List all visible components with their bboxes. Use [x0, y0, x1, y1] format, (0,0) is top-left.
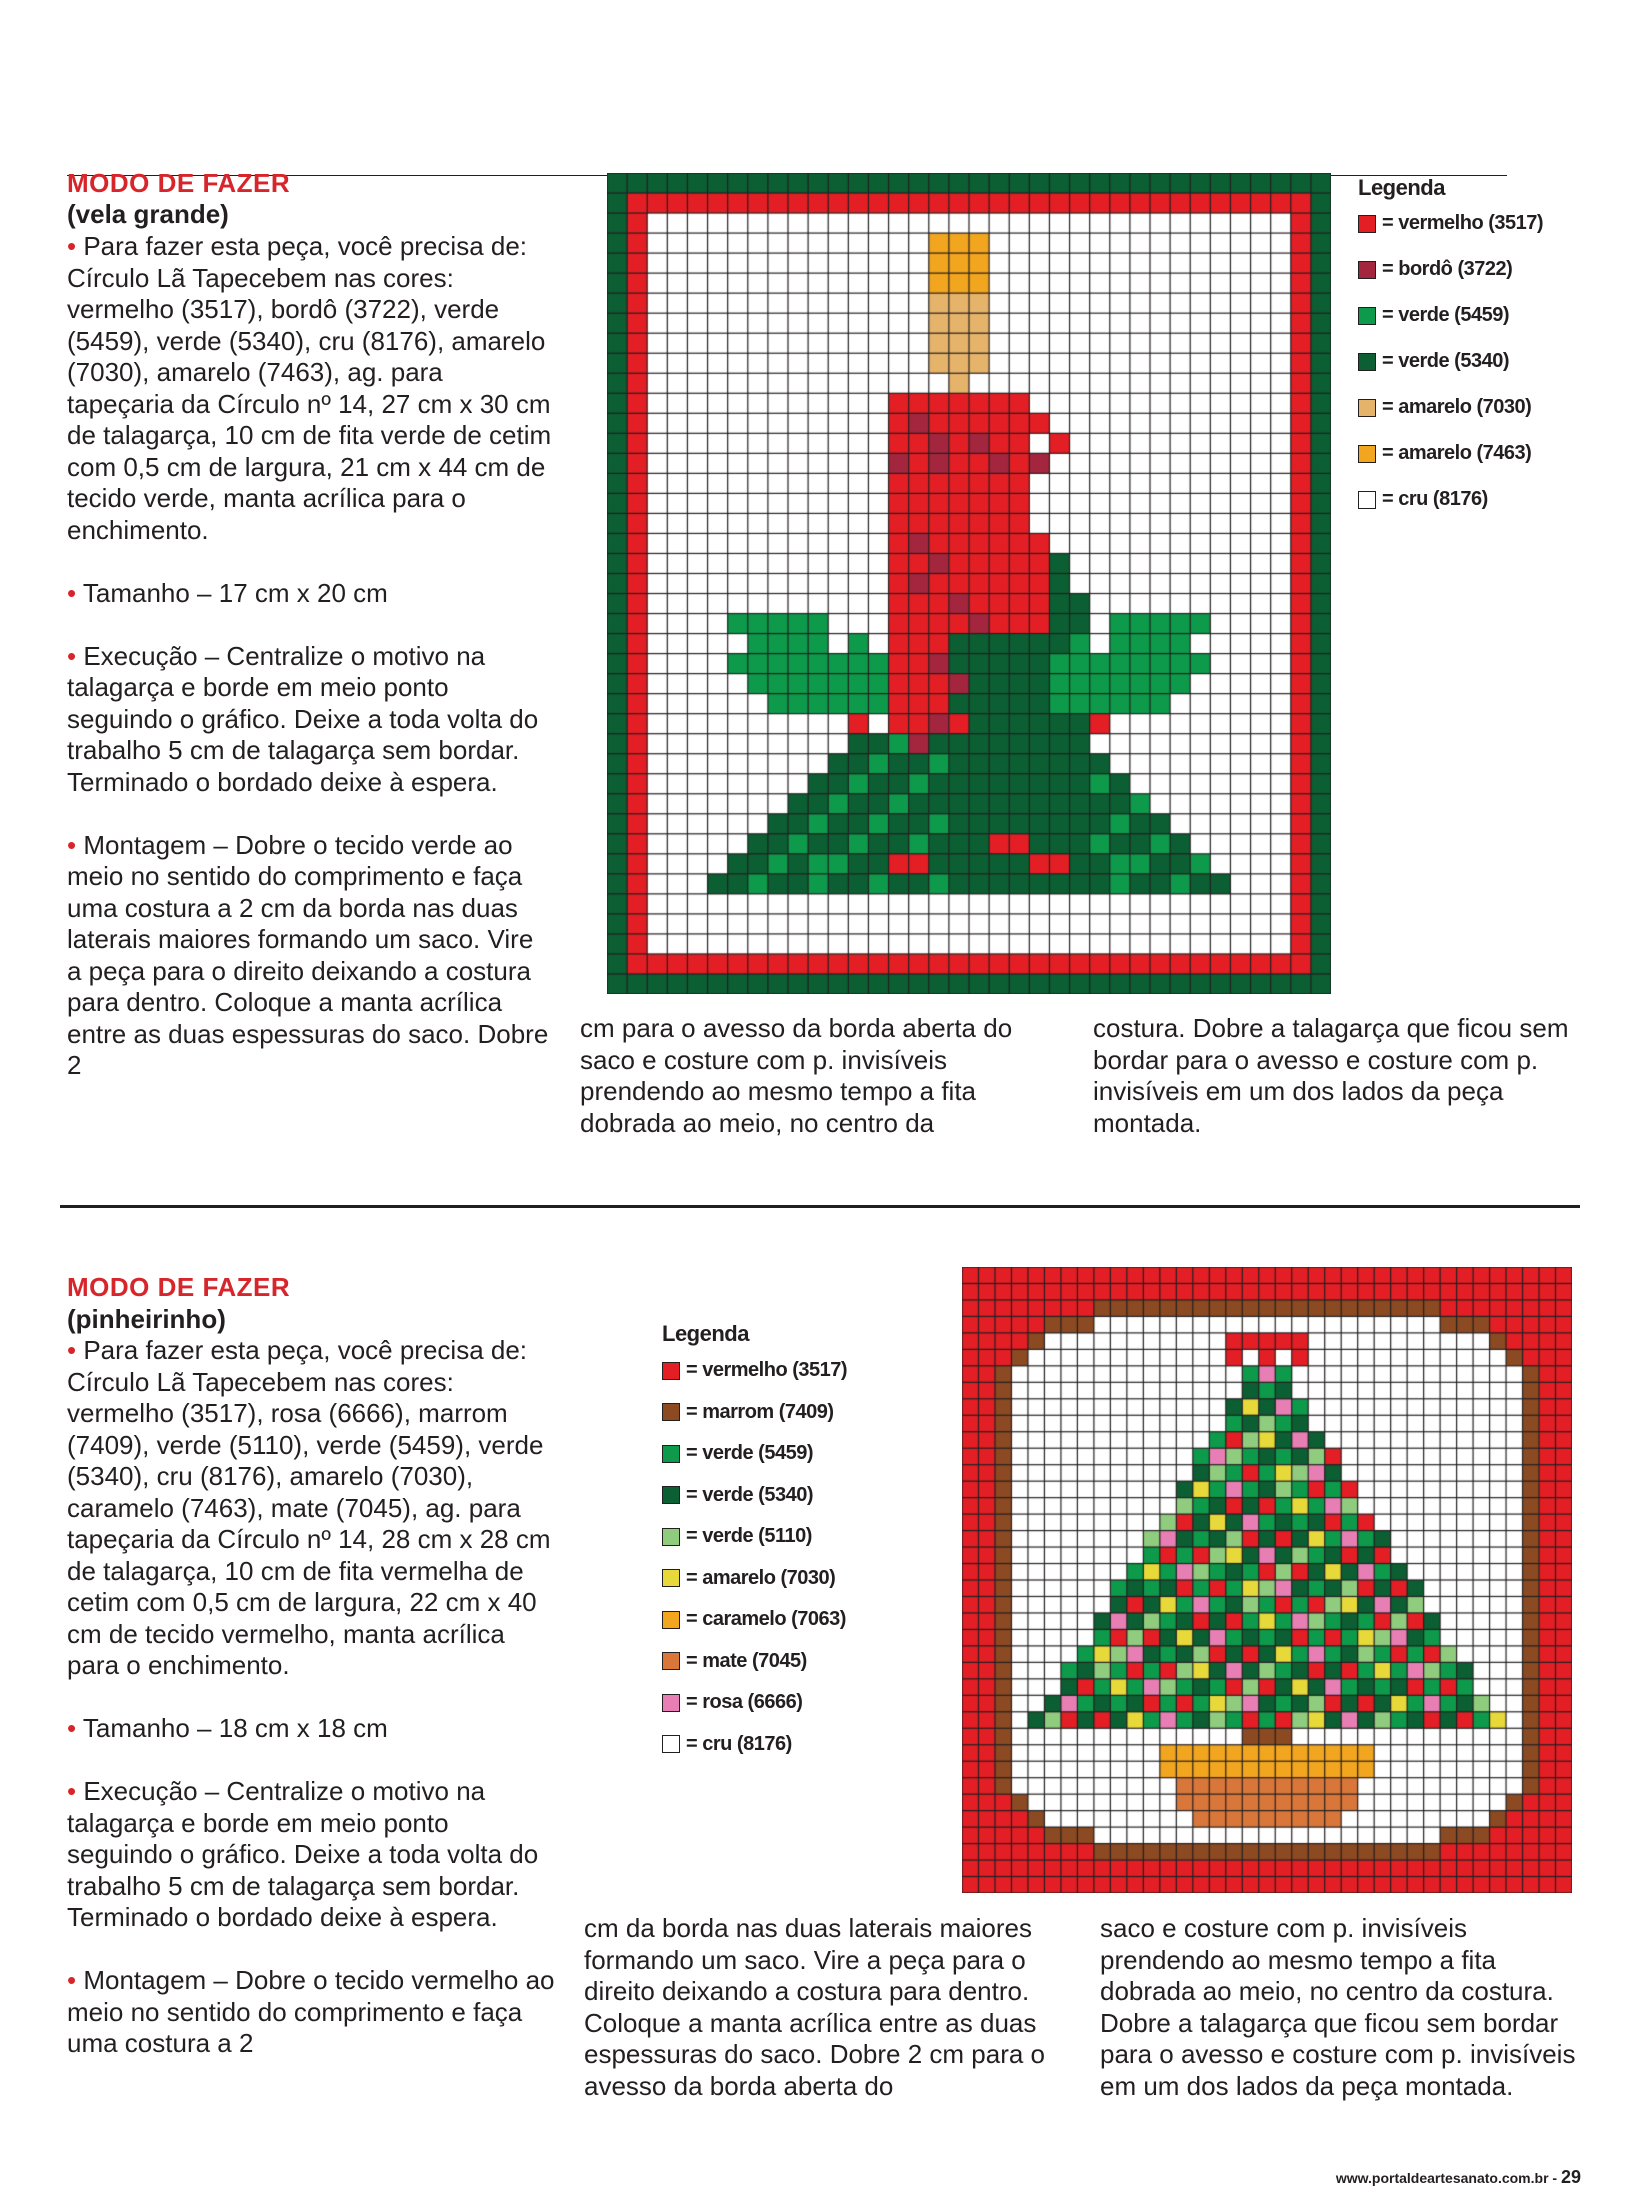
- section1-assembly: • Montagem – Dobre o tecido verde ao meio no sentido do comprimento e faça uma costura a 2 cm da borda nas duas laterais maiores formando um saco. Vire a peça para o direito deixando a costura para dentro. Coloque a manta acrílica entre as duas espessuras do saco. Dobre 2: [67, 829, 549, 1080]
- section1-legend-item: [1358, 258, 1512, 281]
- footer-site: www.portaldeartesanato.com.br -: [1335, 2170, 1558, 2186]
- section1-legend-item: [1358, 350, 1509, 373]
- section2-legend-swatch: [662, 1694, 680, 1712]
- section2-assembly: • Montagem – Dobre o tecido vermelho ao meio no sentido do comprimento e faça uma costura a 2: [67, 1965, 555, 2058]
- section2-legend-label: = vermelho (3517): [686, 1359, 848, 1381]
- section1-title: MODO DE FAZER: [67, 168, 291, 198]
- section2-legend-label: = verde (5459): [686, 1442, 813, 1464]
- section1-materials: • Para fazer esta peça, você precisa de: Círculo Lã Tapecebem nas cores: vermelho (3517), bordô (3722), verde (5459), verde (5340), cru (8176), amarelo (7030), amarelo (7463), ag. para tapeçaria da Círculo nº 14, 27 cm x 30 cm de talagarça, 10 cm de fita verde de cetim com 0,5 cm de largura, 21 cm x 44 cm de tecido verde, manta acrílica para o enchimento.: [67, 231, 552, 545]
- section2-legend-item: [662, 1691, 802, 1714]
- section1-legend-item: [1358, 304, 1509, 327]
- section2-legend-swatch: [662, 1445, 680, 1463]
- section2-legend-item: [662, 1650, 807, 1673]
- candle-chart: [607, 173, 1331, 994]
- section1-legend-item: [1358, 442, 1531, 465]
- section2-legend-item: [662, 1442, 813, 1465]
- section2-legend-label: = rosa (6666): [686, 1691, 803, 1713]
- section1-legend-label: = amarelo (7030): [1382, 396, 1532, 418]
- section2-legend-swatch: [662, 1652, 680, 1670]
- section2-subtitle: (pinheirinho): [67, 1304, 226, 1334]
- section2-legend-item: [662, 1525, 812, 1548]
- section1-legend-label: = bordô (3722): [1382, 258, 1513, 280]
- section2-title: MODO DE FAZER: [67, 1272, 291, 1302]
- section1-legend-item: [1358, 212, 1543, 235]
- page-footer: [1336, 2167, 1581, 2188]
- section2-legend-item: [662, 1359, 847, 1382]
- section2-legend-swatch: [662, 1486, 680, 1504]
- section2-legend-label: = verde (5340): [686, 1483, 813, 1506]
- section1-legend-swatch: [1358, 307, 1376, 325]
- section1-legend-swatch: [1358, 445, 1376, 463]
- section1-legend-label: = vermelho (3517): [1382, 212, 1544, 234]
- section2-legend-item: [662, 1608, 846, 1631]
- section-divider: [60, 1205, 1580, 1208]
- section1-size: • Tamanho – 17 cm x 20 cm: [67, 577, 388, 608]
- section2-legend-item: [662, 1401, 834, 1424]
- section2-legend-swatch: [662, 1362, 680, 1380]
- section2-size: • Tamanho – 18 cm x 18 cm: [67, 1713, 388, 1743]
- section2-legend-swatch: [662, 1403, 680, 1421]
- section2-continuation-2: saco e costure com p. invisíveis prendendo ao mesmo tempo a fita dobrada ao meio, no centro da costura. Dobre a talagarça que ficou sem bordar para o avesso e costure com p. invisíveis em um dos lados da peça montada.: [1100, 1913, 1576, 2101]
- section2-legend-label: = cru (8176): [686, 1732, 792, 1755]
- section1-legend-label: = amarelo (7463): [1382, 442, 1532, 464]
- section2-execution: • Execução – Centralize o motivo na talagarça e borde em meio ponto seguindo o gráfico. Deixe a toda volta do trabalho 5 cm de talagarça sem bordar. Terminado o bordado deixe à espera.: [67, 1776, 539, 1932]
- section2-legend-swatch: [662, 1569, 680, 1587]
- section2-legend-swatch: [662, 1735, 680, 1753]
- section2-materials: • Para fazer esta peça, você precisa de: Círculo Lã Tapecebem nas cores: vermelho (3517), rosa (6666), marrom (7409), verde (5110), verde (5459), verde (5340), cru (8176), amarelo (7030), caramelo (7463), mate (7045), ag. para tapeçaria da Círculo nº 14, 28 cm x 28 cm de talagarça, 10 cm de fita vermelha de cetim com 0,5 cm de largura, 22 cm x 40 cm de tecido vermelho, manta acrílica para o enchimento.: [67, 1335, 551, 1680]
- section2-continuation-1: cm da borda nas duas laterais maiores formando um saco. Vire a peça para o direito deixando a costura para dentro. Coloque a manta acrílica entre as duas espessuras do saco. Dobre 2 cm para o avesso da borda aberta do: [584, 1913, 1046, 2101]
- section2-legend-label: = mate (7045): [686, 1649, 807, 1672]
- section1-continuation-2: costura. Dobre a talagarça que ficou sem bordar para o avesso e costure com p. invisíveis em um dos lados da peça montada.: [1093, 1013, 1569, 1138]
- section1-legend-swatch: [1358, 399, 1376, 417]
- section1-legend-swatch: [1358, 215, 1376, 233]
- section1-execution: • Execução – Centralize o motivo na talagarça e borde em meio ponto seguindo o gráfico. Deixe a toda volta do trabalho 5 cm de talagarça sem bordar. Terminado o bordado deixe à espera.: [67, 640, 539, 797]
- section1-legend-swatch: [1358, 261, 1376, 279]
- pine-tree-chart: [962, 1267, 1572, 1893]
- section1-legend-swatch: [1358, 491, 1376, 509]
- section1-continuation-1: cm para o avesso da borda aberta do saco e costure com p. invisíveis prendendo ao mesmo tempo a fita dobrada ao meio, no centro da: [580, 1013, 1013, 1138]
- section1-legend-item: [1358, 396, 1531, 419]
- page-number: 29: [1560, 2167, 1581, 2187]
- section1-legend-item: [1358, 488, 1488, 511]
- section1-legend-swatch: [1358, 353, 1376, 371]
- section2-legend-label: = caramelo (7063): [686, 1608, 846, 1630]
- section1-subtitle: (vela grande): [67, 199, 229, 229]
- section2-text-column: [67, 1335, 557, 2091]
- section2-legend-label: = verde (5110): [686, 1525, 812, 1547]
- section1-text-column: [67, 231, 552, 1113]
- section2-legend-item: [662, 1484, 813, 1507]
- section1-legend-label: = cru (8176): [1382, 488, 1488, 510]
- section2-legend-label: = marrom (7409): [686, 1400, 834, 1423]
- section2-legend-item: [662, 1733, 792, 1756]
- section2-legend-swatch: [662, 1528, 680, 1546]
- section2-legend-label: = amarelo (7030): [686, 1566, 836, 1589]
- section1-legend-label: = verde (5340): [1382, 350, 1509, 372]
- section2-legend-title: Legenda: [662, 1321, 749, 1346]
- section2-legend-item: [662, 1567, 835, 1590]
- section1-legend-title: Legenda: [1358, 175, 1445, 200]
- section2-legend-swatch: [662, 1611, 680, 1629]
- section1-legend-label: = verde (5459): [1382, 304, 1509, 326]
